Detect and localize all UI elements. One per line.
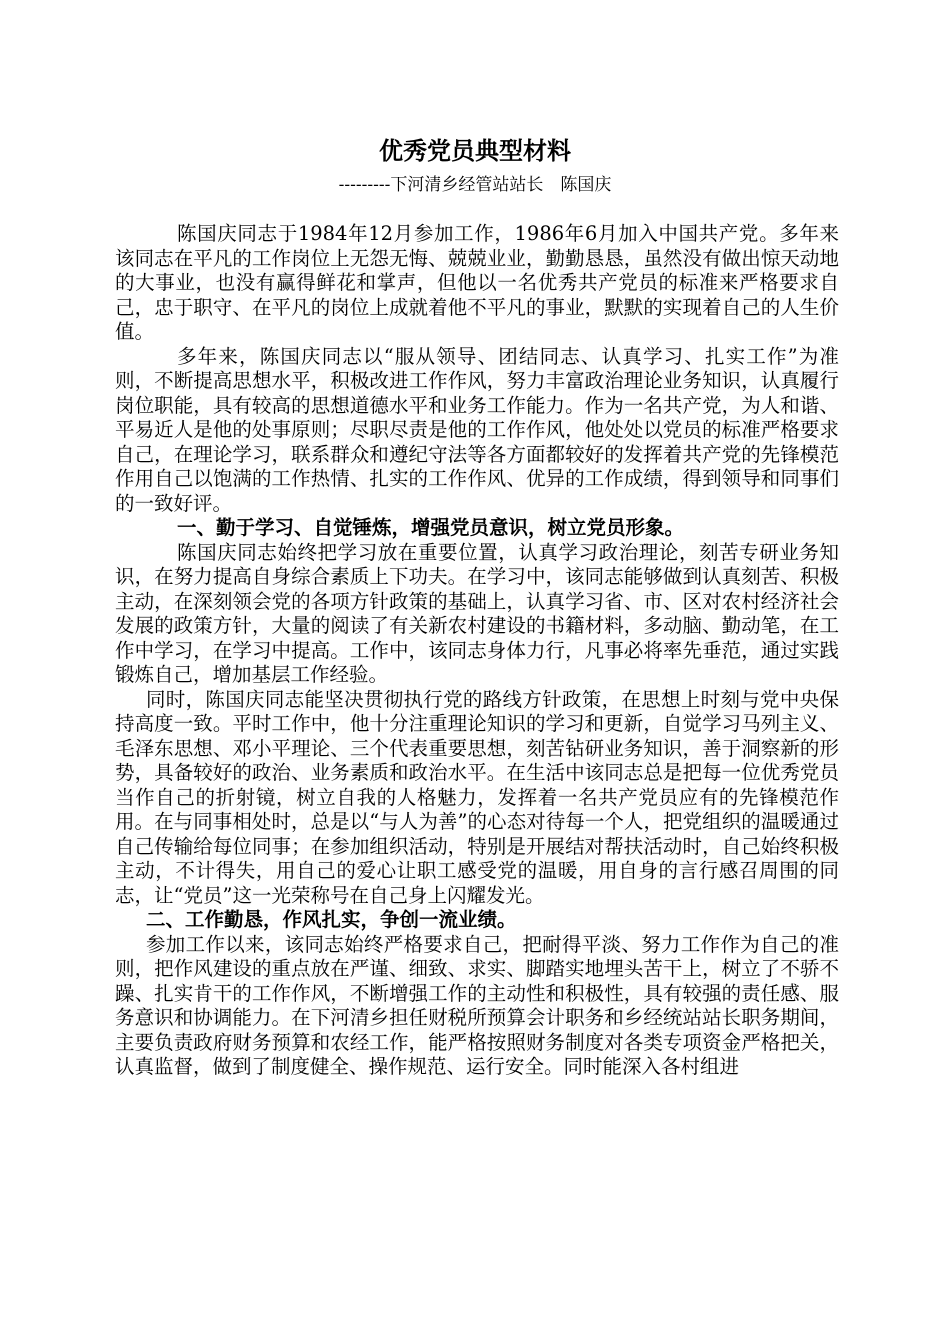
paragraph-study: 陈国庆同志始终把学习放在重要位置，认真学习政治理论，刻苦专研业务知识，在努力提高自身综合素质上下功夫。在学习中，该同志能够做到认真刻苦、积极主动，在深刻领会党的各项方针政策的基础上，认真学习省、市、区对农村经济社会发展的政策方针，大量的阅读了有关新农村建设的书籍材料，多动脑、勤动笔，在工作中学习，在学习中提高。工作中，该同志身体力行，凡事必将率先垂范，通过实践锻炼自己，增加基层工作经验。: [115, 540, 839, 686]
document-subtitle: ---------下河清乡经管站站长 陈国庆: [338, 175, 612, 195]
document-title: 优秀党员典型材料: [379, 136, 571, 165]
section-heading-2: 二、工作勤恳，作风扎实，争创一流业绩。: [146, 908, 517, 931]
paragraph-work: 参加工作以来，该同志始终严格要求自己，把耐得平淡、努力工作作为自己的准则，把作风建设的重点放在严谨、细致、求实、脚踏实地埋头苦干上，树立了不骄不躁、扎实肯干的工作作风，不断增强工作的主动性和积极性，具有较强的责任感、服务意识和协调能力。在下河清乡担任财税所预算会计职务和乡经统站站长职务期间，主要负责政府财务预算和农经工作，能严格按照财务制度对各类专项资金严格把关，认真监督，做到了制度健全、操作规范、运行安全。同时能深入各村组进: [115, 932, 839, 1078]
paragraph-intro: 陈国庆同志于1984年12月参加工作，1986年6月加入中国共产党。多年来该同志在平凡的工作岗位上无怨无悔、兢兢业业，勤勤恳恳，虽然没有做出惊天动地的大事业，也没有赢得鲜花和掌声，但他以一名优秀共产党员的标准来严格要求自己，忠于职守、在平凡的岗位上成就着他不平凡的事业，默默的实现着自己的人生价值。: [115, 222, 839, 343]
paragraph-ideology: 同时，陈国庆同志能坚决贯彻执行党的路线方针政策，在思想上时刻与党中央保持高度一致。平时工作中，他十分注重理论知识的学习和更新，自觉学习马列主义、毛泽东思想、邓小平理论、三个代表重要思想，刻苦钻研业务知识，善于洞察新的形势，具备较好的政治、业务素质和政治水平。在生活中该同志总是把每一位优秀党员当作自己的折射镜，树立自我的人格魅力，发挥着一名共产党员应有的先锋模范作用。在与同事相处时，总是以“与人为善”的心态对待每一个人，把党组织的温暖通过自己传输给每位同事；在参加组织活动，特别是开展结对帮扶活动时，自己始终积极主动，不计得失，用自己的爱心让职工感受党的温暖，用自身的言行感召周围的同志，让“党员”这一光荣称号在自己身上闪耀发光。: [115, 687, 839, 907]
section-heading-1: 一、勤于学习、自觉锤炼，增强党员意识，树立党员形象。: [177, 516, 685, 539]
document-body: [115, 222, 839, 1080]
paragraph-principles: 多年来，陈国庆同志以“服从领导、团结同志、认真学习、扎实工作”为准则，不断提高思想水平，积极改进工作作风，努力丰富政治理论业务知识，认真履行岗位职能，具有较高的思想道德水平和业务工作能力。作为一名共产党，为人和谐、平易近人是他的处事原则；尽职尽责是他的工作作风，他处处以党员的标准严格要求自己，在理论学习，联系群众和遵纪守法等各方面都较好的发挥着共产党的先锋模范作用自己以饱满的工作热情、扎实的工作作风、优异的工作成绩，得到领导和同事们的一致好评。: [115, 344, 839, 515]
